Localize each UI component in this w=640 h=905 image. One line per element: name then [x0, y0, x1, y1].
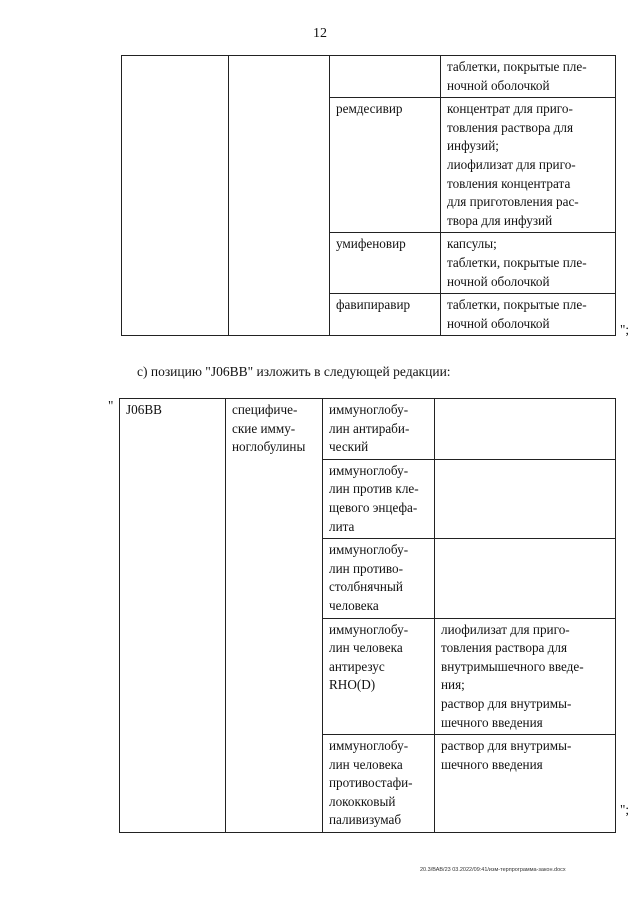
table-row: [120, 399, 616, 460]
dosage-form-cell: [435, 399, 616, 460]
dosage-form-cell: [435, 459, 616, 538]
drug-name-cell: иммуноглобу- лин антираби- ческий: [323, 399, 435, 460]
drug-name-cell: [330, 56, 441, 98]
j06bb-table: [119, 398, 616, 833]
dosage-form-cell: концентрат для приго- товления раствора для инфузий; лиофилизат для приго- товления концентрата для приготовления рас- твора для инфузий: [441, 98, 616, 233]
dosage-form-cell: таблетки, покрытые пле- ночной оболочкой: [441, 56, 616, 98]
drug-name-cell: иммуноглобу- лин человека антирезус RHO(D): [323, 618, 435, 735]
group-name-cell: специфиче- ские имму- ноглобулины: [226, 399, 323, 833]
table-row: [122, 56, 616, 98]
dosage-form-cell: таблетки, покрытые пле- ночной оболочкой: [441, 294, 616, 336]
closing-quote: ";: [620, 802, 630, 817]
medicines-table-continued: [121, 55, 616, 336]
opening-quote: ": [108, 398, 114, 413]
document-footer: 20.3/ВАВ/23 03.2022/09:41/изм-терпрограмма-закон.docx: [420, 867, 566, 873]
dosage-form-cell: раствор для внутримы- шечного введения: [435, 735, 616, 833]
group-cell: [229, 56, 330, 336]
dosage-form-cell: капсулы; таблетки, покрытые пле- ночной оболочкой: [441, 233, 616, 294]
code-cell: [122, 56, 229, 336]
drug-name-cell: иммуноглобу- лин противо- столбнячный человека: [323, 539, 435, 618]
dosage-form-cell: [435, 539, 616, 618]
drug-name-cell: умифеновир: [330, 233, 441, 294]
closing-quote: ";: [620, 322, 630, 337]
drug-name-cell: ремдесивир: [330, 98, 441, 233]
atc-code-cell: J06BB: [120, 399, 226, 833]
drug-name-cell: иммуноглобу- лин человека противостафи- лококковый паливизумаб: [323, 735, 435, 833]
drug-name-cell: фавипиравир: [330, 294, 441, 336]
drug-name-cell: иммуноглобу- лин против кле- щевого энцефа- лита: [323, 459, 435, 538]
dosage-form-cell: лиофилизат для приго- товления раствора для внутримышечного введе- ния; раствор для внутримы- шечного введения: [435, 618, 616, 735]
amendment-instruction: с) позицию "J06BB" изложить в следующей редакции:: [137, 364, 451, 379]
page-number: 12: [313, 26, 327, 41]
